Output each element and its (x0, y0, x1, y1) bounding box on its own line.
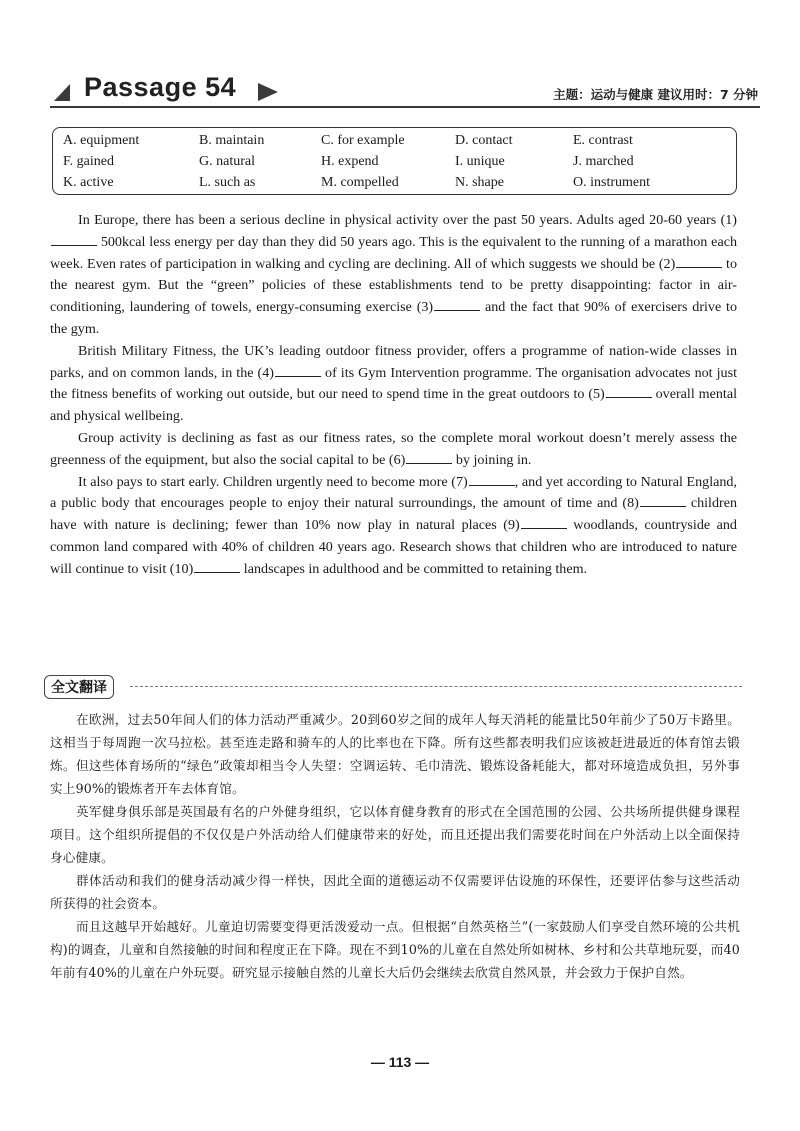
answer-blank[interactable] (194, 560, 240, 573)
paragraph-2 (50, 341, 737, 428)
translation-body (50, 708, 740, 984)
text-run: Group activity is declining as fast as our fitness rates, so the complete moral workout doesn’t merely assess the greenness of the equipment, but also the social capital to be (6) (50, 429, 737, 468)
translation-paragraph: 而且这越早开始越好。儿童迫切需要变得更活泼爱动一点。但根据“自然英格兰”(一家鼓励人们享受自然环境的公共机构)的调查，儿童和自然接触的时间和程度正在下降。现在不到10%的儿童在自然处所如树林、乡村和公共草地玩耍，而40年前有40%的儿童在户外玩耍。研究显示接触自然的儿童长大后仍会继续去欣赏自然风景，并会致力于保护自然。 (50, 919, 740, 980)
header-rule (50, 106, 760, 108)
text-run: It also pays to start early. Children urgently need to become more (7) (78, 473, 468, 490)
word-option: L. such as (199, 175, 256, 190)
text-run: to the nearest gym. But the “green” policies of these establishments tend to be pretty disappointing: factor in air-conditioning, laundering of towels, energy-consuming exercise (3) (50, 255, 737, 316)
word-option: F. gained (63, 154, 114, 169)
translation-paragraph: 在欧洲，过去50年间人们的体力活动严重减少。20到60岁之间的成年人每天消耗的能量比50年前少了50万卡路里。这相当于每周跑一次马拉松。甚至连走路和骑车的人的比率也在下降。所有这些都表明我们应该被赶进最近的体育馆去锻炼。但这些体育场所的“绿色”政策却相当令人失望：空调运转、毛巾清洗、锻炼设备耗能大，都对环境造成负担，另外事实上90%的锻炼者开车去体育馆。 (50, 712, 740, 796)
word-option: M. compelled (321, 175, 399, 190)
text-run: of its Gym Intervention programme. The organisation advocates not just the fitness benefits of working out outside, but our need to spend time in the great outdoors to (5) (50, 364, 737, 403)
word-option: J. marched (573, 154, 634, 169)
paragraph-4 (50, 472, 737, 581)
section-divider (130, 686, 742, 687)
text-run: and the fact that 90% of exercisers drive to the gym. (50, 299, 737, 337)
text-run: woodlands, countryside and common land compared with 40% of children 40 years ago. Research shows that children who are introduced to nature will continue to visit (10) (50, 517, 737, 577)
answer-blank[interactable] (676, 255, 722, 268)
word-option: D. contact (455, 133, 513, 148)
text-run: overall mental and physical wellbeing. (50, 386, 737, 425)
translation-paragraph: 英军健身俱乐部是英国最有名的户外健身组织，它以体育健身教育的形式在全国范围的公园、公共场所提供健身课程项目。这个组织所提倡的不仅仅是户外活动给人们健康带来的好处，而且还提出我们需要花时间在户外活动上以全面保持身心健康。 (50, 804, 740, 865)
word-option: H. expend (321, 154, 379, 169)
triangle-right-icon (258, 83, 278, 101)
word-option: N. shape (455, 175, 504, 190)
word-bank (52, 127, 737, 195)
answer-blank[interactable] (406, 451, 452, 464)
paragraph-3 (50, 428, 737, 472)
text-run: children have with nature is declining; fewer than 10% now play in natural places (9) (50, 495, 737, 534)
word-option: E. contrast (573, 133, 633, 148)
word-option: O. instrument (573, 175, 650, 190)
passage-body (50, 210, 737, 581)
answer-blank[interactable] (275, 364, 321, 377)
translation-paragraph: 群体活动和我们的健身活动减少得一样快，因此全面的道德运动不仅需要评估设施的环保性，还要评估参与这些活动所获得的社会资本。 (50, 873, 740, 911)
text-run: 500kcal less energy per day than they did 50 years ago. This is the equivalent to the running of a marathon each week. Even rates of participation in walking and cycling are declining. All of which suggests we should be (2) (50, 233, 737, 272)
answer-blank[interactable] (434, 298, 480, 311)
text-run: , and yet according to Natural England, a public body that encourages people to enjoy their natural surroundings, the amount of time and (8) (50, 473, 738, 512)
word-option: K. active (63, 175, 114, 190)
word-option: C. for example (321, 133, 405, 148)
triangle-left-icon (54, 84, 70, 101)
answer-blank[interactable] (51, 233, 97, 246)
answer-blank[interactable] (606, 385, 652, 398)
text-run: landscapes in adulthood and be committed to retaining them. (240, 560, 588, 577)
passage-header (50, 72, 760, 108)
word-option: I. unique (455, 154, 505, 169)
page-number: — 113 — (370, 1054, 430, 1070)
text-run: by joining in. (452, 451, 532, 468)
word-option: B. maintain (199, 133, 265, 148)
word-option: A. equipment (63, 133, 140, 148)
topic-and-time: 主题：运动与健康 建议用时：7 分钟 (553, 87, 758, 102)
translation-label: 全文翻译 (44, 675, 114, 699)
text-run: British Military Fitness, the UK’s leading outdoor fitness provider, offers a programme of nation-wide classes in parks, and on common lands, in the (4) (50, 342, 737, 381)
text-run: In Europe, there has been a serious decline in physical activity over the past 50 years. Adults aged 20-60 years (1) (78, 212, 737, 228)
answer-blank[interactable] (640, 494, 686, 507)
answer-blank[interactable] (469, 473, 515, 486)
answer-blank[interactable] (521, 516, 567, 529)
passage-title: Passage 54 (84, 72, 237, 102)
word-option: G. natural (199, 154, 255, 169)
paragraph-1 (50, 210, 737, 341)
